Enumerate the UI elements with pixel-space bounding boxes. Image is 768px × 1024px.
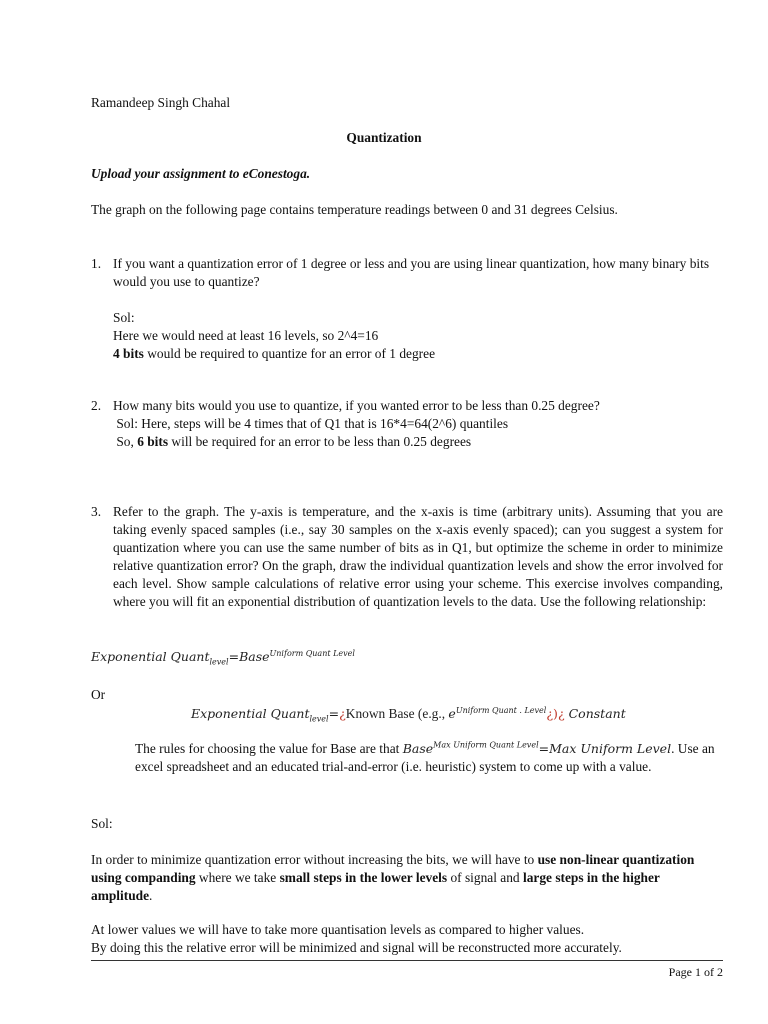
solution-label: Sol:	[91, 816, 113, 831]
question-2	[91, 397, 723, 451]
question-3-number: 3.	[91, 504, 102, 519]
equation-1: Exponential Quant$_{level}$=Base$^{Uniform Quant Level}$	[91, 648, 355, 667]
question-2-text: How many bits would you use to quantize, if you wanted error to be less than 0.25 degree?	[113, 398, 600, 413]
equation-2: Exponential Quant$_{level}$=¿Known Base (e.g., $e^{Uniform Quant . Level}¿)¿$ Constant	[191, 705, 626, 724]
author-name: Ramandeep Singh Chahal	[91, 95, 231, 110]
question-2-answer-line-2: So, 6 bits will be required for an error to be less than 0.25 degrees	[113, 434, 472, 449]
question-2-number: 2.	[91, 398, 102, 413]
or-text: Or	[91, 687, 106, 702]
question-1-answer-line-2: 4 bits would be required to quantize for an error of 1 degree	[113, 346, 436, 361]
question-1-text: If you want a quantization error of 1 degree or less and you are using linear quantization, how many binary bits would you use to quantize?	[113, 256, 710, 289]
question-3	[91, 503, 723, 611]
answer-bold: 6 bits	[137, 434, 169, 449]
answer-bold: 4 bits	[113, 346, 144, 361]
page-number: Page 1 of 2	[668, 965, 723, 979]
question-1	[91, 255, 723, 363]
solution-paragraph-2: At lower values we will have to take more quantisation levels as compared to higher values. By doing this the relative error will be minimized and signal will be reconstructed more accurately.	[91, 922, 622, 955]
base-rules-text: The rules for choosing the value for Base are that Base$^{Max Uniform Quant Level}$=Max Uniform Level. Use an excel spreadsheet and an educated trial-and-error (i.e. heuristic) system to come up with a value.	[135, 740, 715, 774]
intro-text: The graph on the following page contains temperature readings between 0 and 31 degrees Celsius.	[91, 202, 618, 217]
document-title: Quantization	[346, 130, 422, 145]
upload-instruction: Upload your assignment to eConestoga.	[91, 166, 311, 181]
question-1-answer-line-1: Here we would need at least 16 levels, so 2^4=16	[113, 328, 379, 343]
question-3-text: Refer to the graph. The y-axis is temperature, and the x-axis is time (arbitrary units). Assuming that you are taking evenly spaced samples (i.e., say 30 samples on the x-axis evenly spaced); can you suggest a system for quantization where you can use the same number of bits as in Q1, but optimize the scheme in order to minimize relative quantization error? On the graph, draw the individual quantization levels and show the error involved for each level. Show sample calculations of relative error using your scheme. This exercise involves companding, where you will fit an exponential distribution of quantization levels to the data. Use the following relationship:	[113, 504, 723, 609]
solution-paragraph-1: In order to minimize quantization error without increasing the bits, we will have to use non-linear quantization using companding where we take small steps in the lower levels of signal and large steps in the higher amplitude.	[91, 852, 695, 903]
question-1-sol-label: Sol:	[113, 310, 135, 325]
footer-divider	[91, 960, 723, 961]
question-2-answer-line-1: Sol: Here, steps will be 4 times that of Q1 that is 16*4=64(2^6) quantiles	[113, 416, 509, 431]
question-1-number: 1.	[91, 256, 102, 271]
